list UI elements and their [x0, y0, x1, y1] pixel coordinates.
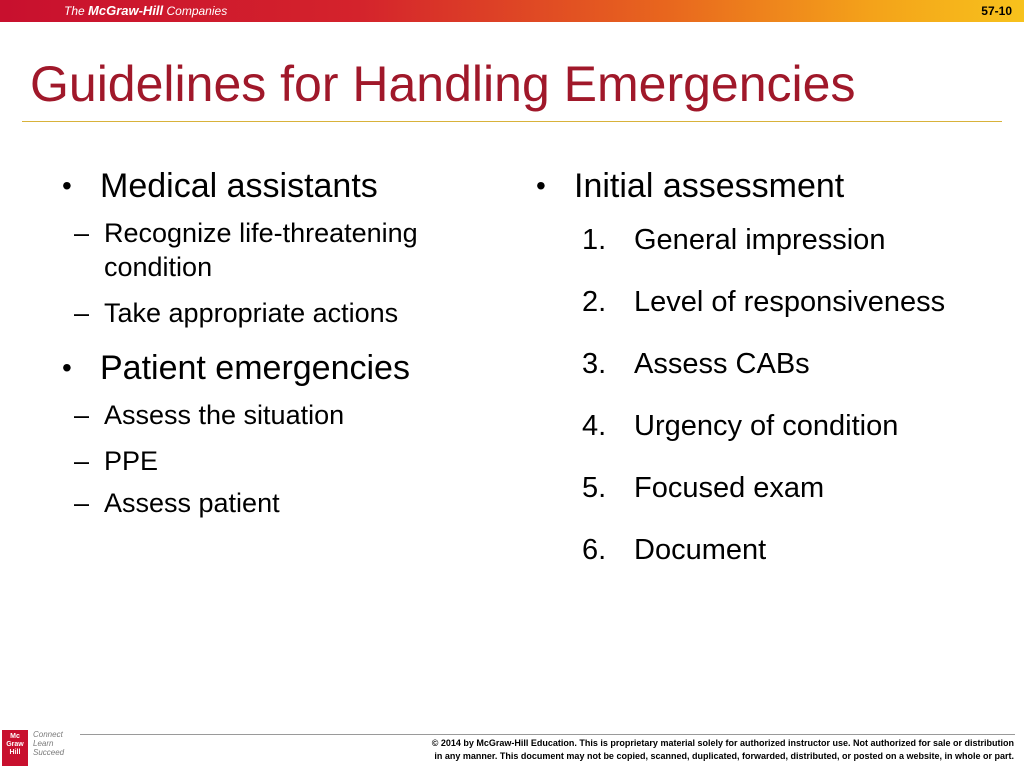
step-item [532, 222, 1002, 258]
step-number: 6. [582, 534, 607, 566]
step-number: 5. [582, 472, 607, 504]
bullet-icon: • [62, 352, 72, 383]
bullet-initial-assessment [532, 166, 1002, 206]
step-item [532, 346, 1002, 382]
step-item [532, 284, 1002, 320]
tagline [33, 730, 73, 757]
sub-item-text: Recognize life-threatening condition [104, 218, 418, 282]
sub-item-text: Assess patient [104, 488, 280, 518]
dash-icon: – [74, 488, 90, 518]
bullet-medical-assistants [58, 166, 478, 206]
step-text: General impression [634, 224, 886, 256]
tagline-word: Learn [33, 739, 54, 748]
sub-item [58, 486, 478, 520]
bullet-heading: Patient emergencies [100, 349, 410, 387]
step-text: Focused exam [634, 472, 825, 504]
sub-list [58, 216, 478, 330]
left-column [58, 166, 478, 538]
step-text: Document [634, 534, 767, 566]
bullet-icon: • [62, 170, 72, 201]
bullet-heading: Initial assessment [574, 167, 845, 205]
tagline-word: Connect [33, 730, 63, 739]
sub-item [58, 296, 478, 330]
bullet-icon: • [536, 170, 546, 201]
step-text: Urgency of condition [634, 410, 899, 442]
slide-number: 57-10 [981, 4, 1012, 18]
sub-item-text: Take appropriate actions [104, 298, 399, 328]
dash-icon: – [74, 400, 90, 430]
bullet-heading: Medical assistants [100, 167, 378, 205]
sub-list [58, 398, 478, 520]
copyright-line: © 2014 by McGraw-Hill Education. This is proprietary material solely for authorized instructor use. Not authorized for sale or distribution [431, 738, 1014, 748]
step-item [532, 532, 1002, 568]
sub-item [58, 444, 478, 478]
header-bar [0, 0, 1024, 22]
step-number: 1. [582, 224, 607, 256]
assessment-steps [532, 222, 1002, 568]
footer-divider [80, 734, 1015, 735]
sub-item [58, 398, 478, 432]
sub-item-text: Assess the situation [104, 400, 345, 430]
title-divider [22, 121, 1002, 122]
step-text: Assess CABs [634, 348, 810, 380]
dash-icon: – [74, 446, 90, 476]
brand-suffix: Companies [166, 4, 228, 18]
tagline-word: Succeed [33, 748, 65, 757]
step-number: 4. [582, 410, 607, 442]
step-item [532, 408, 1002, 444]
copyright-line: in any manner. This document may not be copied, scanned, duplicated, forwarded, distributed, or posted on a website, in whole or part. [434, 751, 1014, 761]
dash-icon: – [74, 218, 90, 248]
sub-item [58, 216, 478, 284]
copyright-notice [240, 737, 1014, 763]
dash-icon: – [74, 298, 90, 328]
brand-prefix: The [64, 4, 85, 18]
step-text: Level of responsiveness [634, 286, 946, 318]
step-number: 2. [582, 286, 607, 318]
right-column [532, 166, 1002, 594]
sub-item-text: PPE [104, 446, 159, 476]
brand-logo-text [64, 2, 227, 20]
step-number: 3. [582, 348, 607, 380]
bullet-patient-emergencies [58, 348, 478, 388]
step-item [532, 470, 1002, 506]
brand-name: McGraw-Hill [88, 3, 164, 18]
slide-title: Guidelines for Handling Emergencies [30, 56, 856, 112]
mcgraw-hill-logo: Mc Graw Hill [2, 730, 28, 766]
